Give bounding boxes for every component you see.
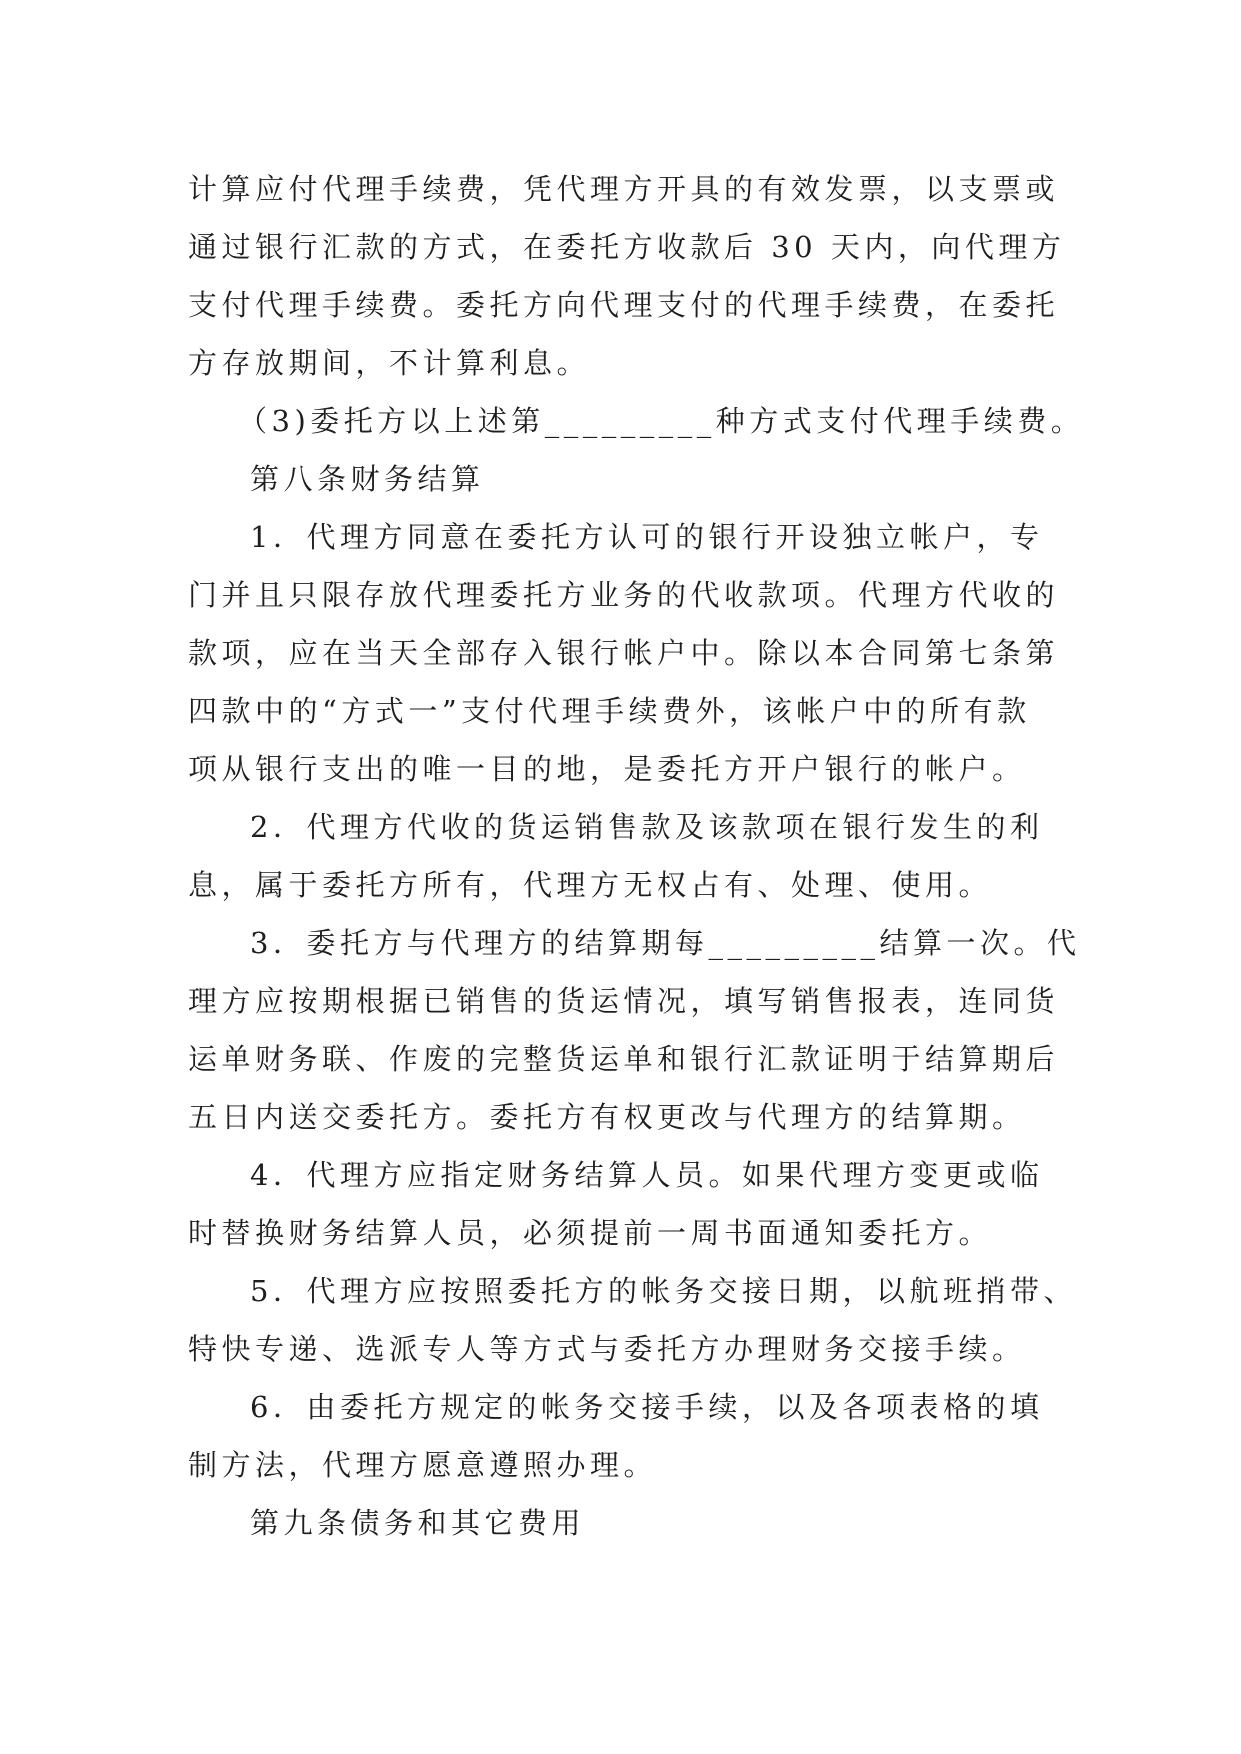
text-line: 五日内送交委托方。委托方有权更改与代理方的结算期。 <box>188 1100 1026 1134</box>
section-heading-article-9: 第九条债务和其它费用 <box>250 1506 586 1540</box>
clause-1-first-line: 1．代理方同意在委托方认可的银行开设独立帐户，专 <box>250 520 1044 554</box>
document-body <box>188 160 1085 1552</box>
clause-6-first-line: 6．由委托方规定的帐务交接手续，以及各项表格的填 <box>250 1390 1044 1424</box>
text-line: 支付代理手续费。委托方向代理支付的代理手续费，在委托 <box>188 288 1060 322</box>
text-line: 款项，应在当天全部存入银行帐户中。除以本合同第七条第 <box>188 636 1060 670</box>
text-line: 门并且只限存放代理委托方业务的代收款项。代理方代收的 <box>188 578 1060 612</box>
text-line: 四款中的“方式一”支付代理手续费外，该帐户中的所有款 <box>188 694 1031 728</box>
text-line: 时替换财务结算人员，必须提前一周书面通知委托方。 <box>188 1216 993 1250</box>
text-line: 特快专递、选派专人等方式与委托方办理财务交接手续。 <box>188 1332 1026 1366</box>
clause-5-first-line: 5．代理方应按照委托方的帐务交接日期，以航班捎带、 <box>250 1274 1077 1308</box>
text-line: 运单财务联、作废的完整货运单和银行汇款证明于结算期后 <box>188 1042 1060 1076</box>
text-line: 制方法，代理方愿意遵照办理。 <box>188 1448 658 1482</box>
text-line: 息，属于委托方所有，代理方无权占有、处理、使用。 <box>188 868 993 902</box>
text-line: 项从银行支出的唯一目的地，是委托方开户银行的帐户。 <box>188 752 1026 786</box>
clause-3-first-line: 3．委托方与代理方的结算期每_________结算一次。代 <box>250 926 1081 960</box>
text-line: 方存放期间，不计算利息。 <box>188 346 591 380</box>
text-line: 理方应按期根据已销售的货运情况，填写销售报表，连同货 <box>188 984 1060 1018</box>
section-heading-article-8: 第八条财务结算 <box>250 462 485 496</box>
text-line: 通过银行汇款的方式，在委托方收款后 30 天内，向代理方 <box>188 230 1066 264</box>
clause-2-first-line: 2．代理方代收的货运销售款及该款项在银行发生的利 <box>250 810 1044 844</box>
payment-method-clause: （3)委托方以上述第_________种方式支付代理手续费。 <box>238 404 1085 438</box>
clause-4-first-line: 4．代理方应指定财务结算人员。如果代理方变更或临 <box>250 1158 1044 1192</box>
text-line: 计算应付代理手续费，凭代理方开具的有效发票，以支票或 <box>188 172 1060 206</box>
